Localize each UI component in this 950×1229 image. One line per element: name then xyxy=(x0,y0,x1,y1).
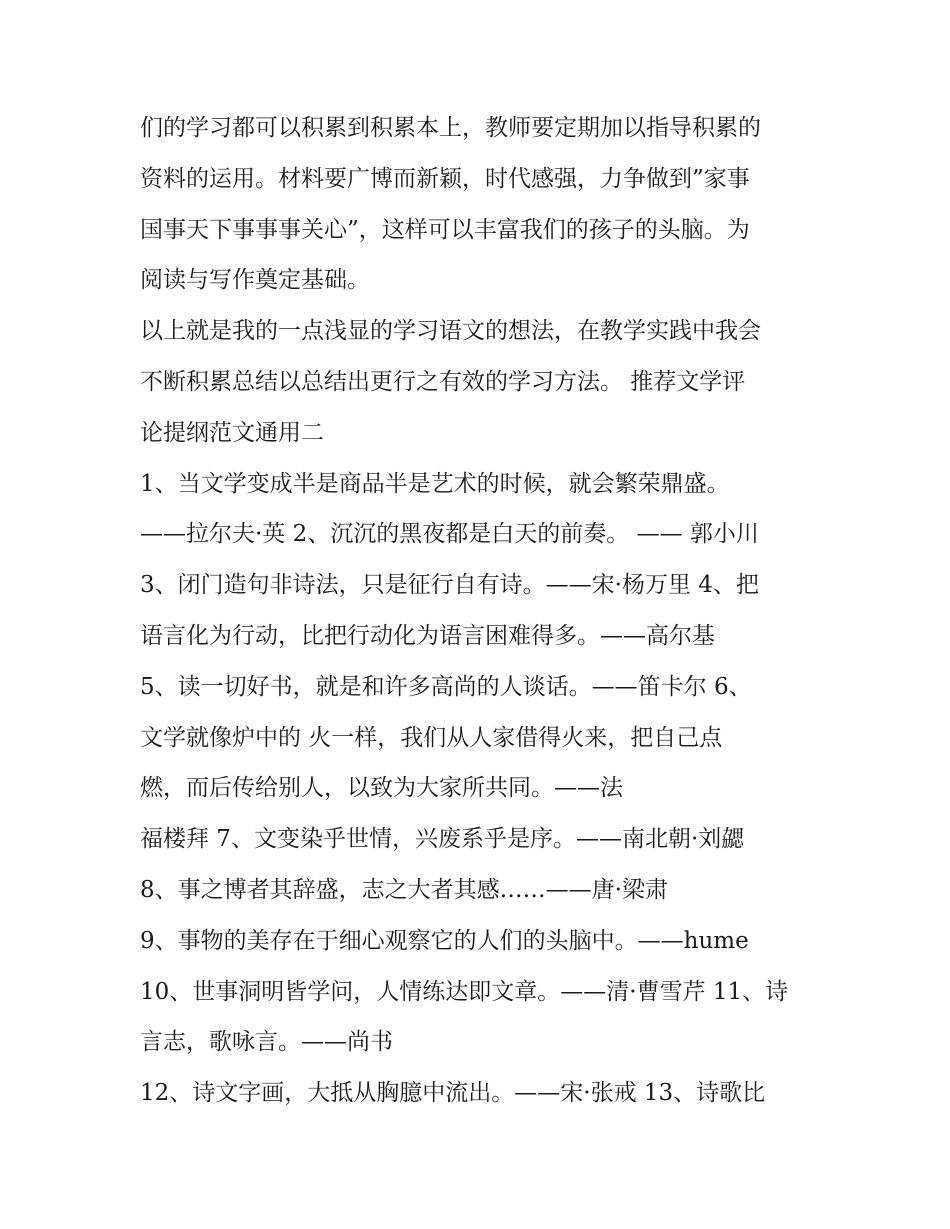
text-line: 不断积累总结以总结出更行之有效的学习方法。 推荐文学评 xyxy=(140,368,746,395)
text-line: ——拉尔夫·英 2、沉沉的黑夜都是白天的前奏。 —— 郭小川 xyxy=(140,521,759,548)
text-line: 福楼拜 7、文变染乎世情，兴废系乎是序。——南北朝·刘勰 xyxy=(140,826,745,853)
text-line: 论提纲范文通用二 xyxy=(140,419,324,446)
text-line: 语言化为行动，比把行动化为语言困难得多。——高尔基 xyxy=(140,622,715,649)
text-line: 燃，而后传给别人，以致为大家所共同。——法 xyxy=(140,775,623,802)
text-line: 12、诗文字画，大抵从胸臆中流出。——宋·张戒 13、诗歌比 xyxy=(140,1080,766,1107)
text-line: 国事天下事事事关心”，这样可以丰富我们的孩子的头脑。为 xyxy=(140,216,750,243)
text-line: 3、闭门造句非诗法，只是征行自有诗。——宋·杨万里 4、把 xyxy=(140,572,759,599)
text-line: 们的学习都可以积累到积累本上，教师要定期加以指导积累的 xyxy=(140,115,761,141)
text-line: 9、事物的美存在于细心观察它的人们的头脑中。——hume xyxy=(140,927,749,954)
body-text xyxy=(140,103,840,1119)
text-line: 资料的运用。材料要广博而新颖，时代感强，力争做到”家事 xyxy=(140,165,750,192)
text-line: 以上就是我的一点浅显的学习语文的想法，在教学实践中我会 xyxy=(140,318,761,345)
text-line: 言志，歌咏言。——尚书 xyxy=(140,1029,393,1056)
text-line: 阅读与写作奠定基础。 xyxy=(140,267,370,294)
text-line: 10、世事洞明皆学问，人情练达即文章。——清·曹雪芹 11、诗 xyxy=(140,978,789,1005)
text-line: 8、事之博者其辞盛，志之大者其感……——唐·梁肃 xyxy=(140,876,668,903)
text-line: 1、当文学变成半是商品半是艺术的时候，就会繁荣鼎盛。 xyxy=(140,470,730,497)
text-line: 5、读一切好书，就是和许多高尚的人谈话。——笛卡尔 6、 xyxy=(140,673,752,700)
text-line: 文学就像炉中的 火一样，我们从人家借得火来，把自己点 xyxy=(140,724,723,751)
